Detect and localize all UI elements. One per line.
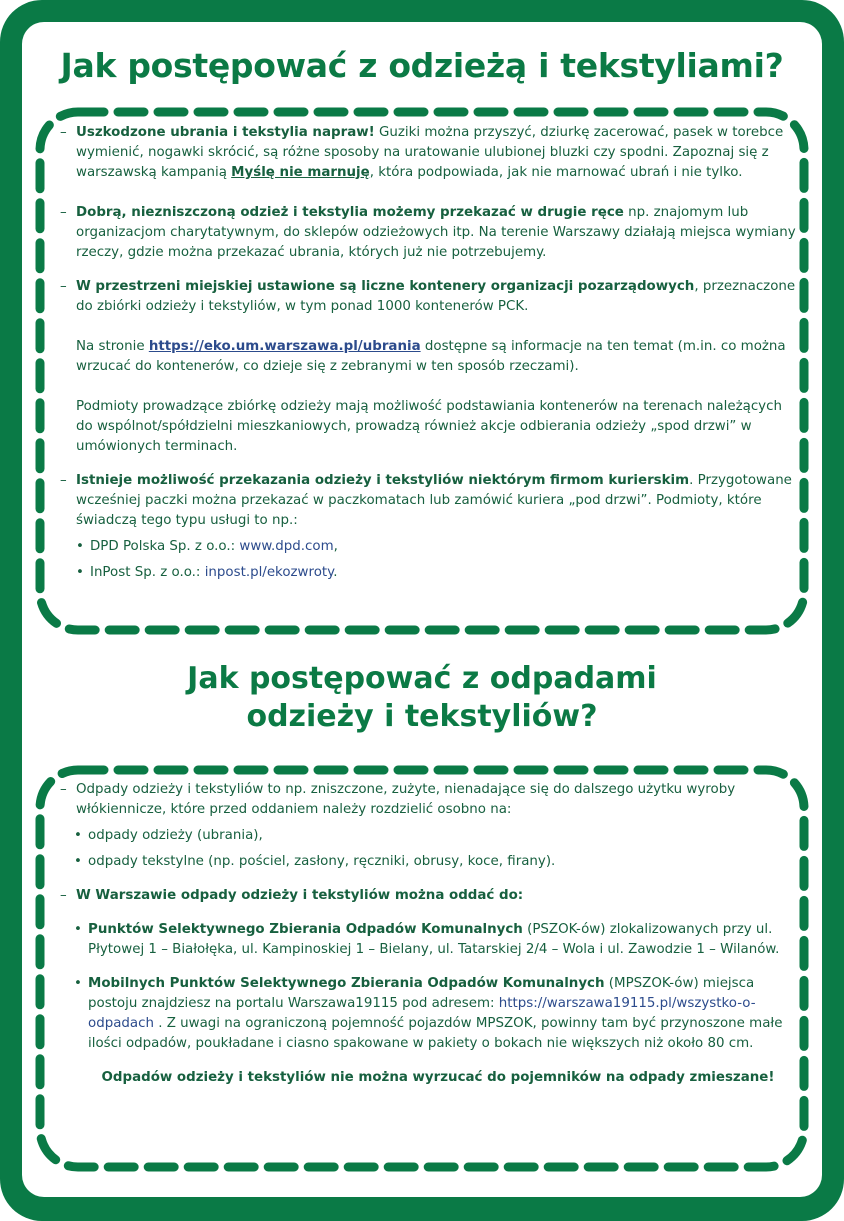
bullet-pszok: • Punktów Selektywnego Zbierania Odpadów Komunalnych (PSZOK-ów) zlokalizowanych przy ul. Płytowej 1 – Białołęka, ul. Kampinoskiej 1 – Bielany, ul. Tatarskiej 2/4 – Wola i ul. Zawodzie 1 – Wilanów. (74, 922, 780, 957)
page-title: Jak postępować z odzieżą i tekstyliami? (60, 46, 784, 85)
waste-box (60, 780, 800, 1088)
textiles-box (60, 123, 800, 583)
bullet-clothing-waste: • odpady odzieży (ubrania), (74, 828, 263, 843)
list-item-waste-definition: – Odpady odzieży i tekstyliów to np. zniszczone, zużyte, nienadające się do dalszego użytku wyroby włókiennicze, które przed oddaniem należy rozdzielić osobno na: (60, 782, 736, 817)
courier-inpost: • InPost Sp. z o.o.: inpost.pl/ekozwroty. (76, 565, 338, 580)
bullet-textile-waste: • odpady tekstylne (np. pościel, zasłony, ręczniki, obrusy, koce, firany). (74, 854, 556, 869)
bullet-mpszok: • Mobilnych Punktów Selektywnego Zbierania Odpadów Komunalnych (MPSZOK-ów) miejsca postoju znajdziesz na portalu Warszawa19115 pod adresem: https://warszawa19115.pl/wszystko-o-odpadach . Z uwagi na ograniczoną pojemność pojazdów MPSZOK, powinny tam być przynoszone małe ilości odpadów, poukładane i ciasno spakowane w pakiety o bokach nie większych niż około 80 cm. (74, 976, 783, 1051)
warszawa19115-link[interactable]: https://warszawa19115.pl/wszystko-o-odpadach (88, 996, 756, 1031)
list-item-repair: – Uszkodzone ubrania i tekstylia napraw! Guziki można przyszyć, dziurkę zacerować, pasek w torebce wymienić, nogawki skrócić, są różne sposoby na uratowanie ulubionej bluzki czy spodni. Zapoznaj się z warszawską kampanią Myślę nie marnuję, która podpowiada, jak nie marnować ubrań i nie tylko. (60, 125, 784, 180)
eko-ubrania-link[interactable]: https://eko.um.warszawa.pl/ubrania (148, 339, 421, 354)
dpd-link[interactable]: www.dpd.com (239, 539, 334, 554)
inpost-link[interactable]: inpost.pl/ekozwroty (204, 565, 334, 580)
info-paragraph: Na stronie https://eko.um.warszawa.pl/ubrania dostępne są informacje na ten temat (m.in. co można wrzucać do kontenerów, co dzieje się z zebranymi w ten sposób rzeczami). (76, 339, 786, 374)
list-item-second-hand: – Dobrą, niezniszczoną odzież i tekstylia możemy przekazać w drugie ręce np. znajomym lub organizacjom charytatywnym, do sklepów odzieżowych itp. Na terenie Warszawy działają miejsca wymiany rzeczy, gdzie można przekazać ubrania, których już nie potrzebujemy. (60, 205, 796, 260)
list-item-couriers: – Istnieje możliwość przekazania odzieży i tekstyliów niektórym firmom kurierskim. Przygotowane wcześniej paczki można przekazać w paczkomatach lub zamówić kuriera „pod drzwi”. Podmioty, które świadczą tego typu usługi to np.: (60, 473, 792, 528)
campaign-link[interactable]: Myślę nie marnuję (231, 165, 370, 180)
mixed-waste-warning: Odpadów odzieży i tekstyliów nie można wyrzucać do pojemników na odpady zmieszane! (101, 1070, 775, 1085)
courier-dpd: • DPD Polska Sp. z o.o.: www.dpd.com, (76, 539, 338, 554)
collectors-paragraph: Podmioty prowadzące zbiórkę odzieży mają możliwość podstawiania kontenerów na terenach należących do wspólnot/spółdzielni mieszkaniowych, prowadzą również akcje odbierania odzieży „spod drzwi” w umówionych terminach. (76, 399, 782, 454)
list-item-containers: – W przestrzeni miejskiej ustawione są liczne kontenery organizacji pozarządowych, przeznaczone do zbiórki odzieży i tekstyliów, w tym ponad 1000 kontenerów PCK. (60, 279, 796, 314)
list-item-where-to-drop: – W Warszawie odpady odzieży i tekstyliów można oddać do: (60, 888, 524, 903)
section-title-waste: Jak postępować z odpadami odzieży i tekstyliów? (187, 661, 657, 734)
